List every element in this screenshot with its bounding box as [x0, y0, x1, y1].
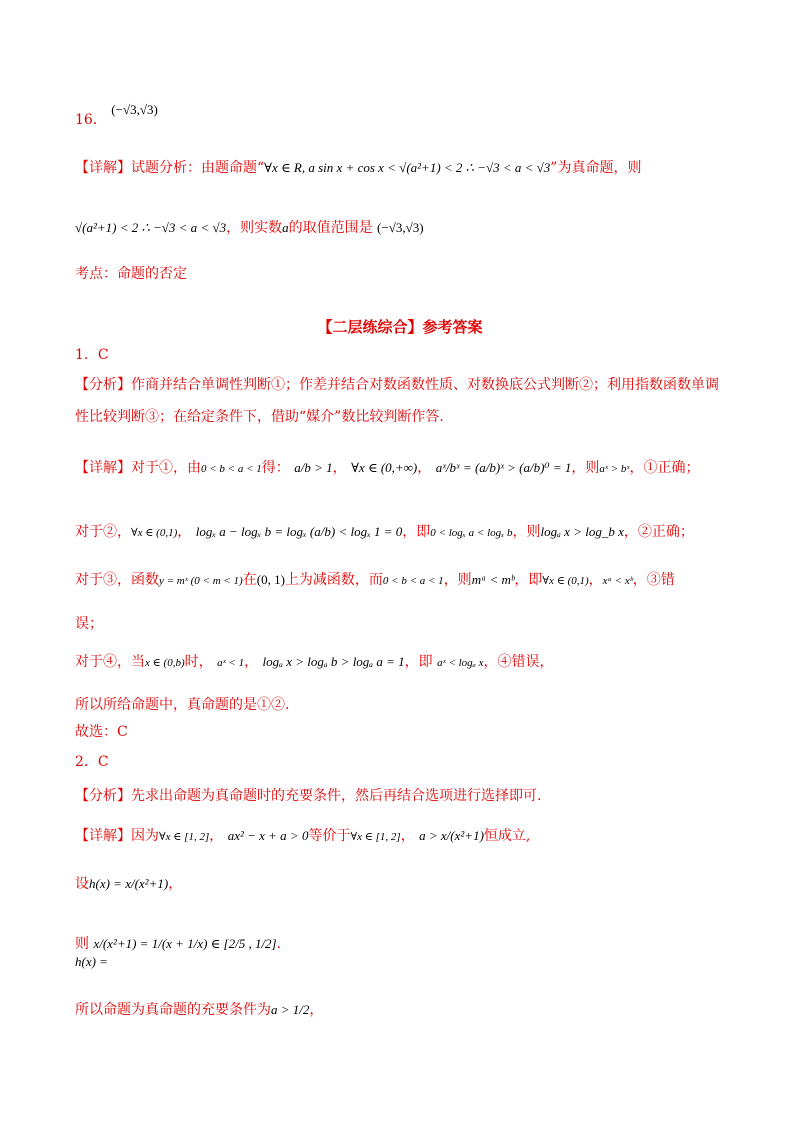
question-number: 16． [75, 112, 107, 128]
text: ，③错 [632, 572, 675, 588]
text: 得： [261, 460, 290, 476]
kaodian-line: 考点：命题的否定 [75, 266, 187, 282]
text: 对于③，函数 [75, 572, 159, 588]
formula: h(x) = x/(x²+1) [89, 876, 169, 891]
analysis-text: 先求出命题为真命题时的充要条件，然后再结合选项进行选择即可. [131, 788, 542, 804]
analysis-text: 作商并结合单调性判断①；作差并结合对数函数性质、对数换底公式判断②；利用指数函数单调 [131, 377, 719, 393]
text: ，即 [402, 524, 431, 540]
text: 的取值范围是 [288, 220, 373, 236]
formula: logₐ x > logₐ b > logₐ a = 1 [262, 654, 405, 669]
text: 在 [242, 572, 257, 588]
q1-choice: 故选：C [75, 724, 128, 740]
detail-line-1 [75, 158, 641, 178]
formula: xᵃ < xᵇ [602, 575, 633, 587]
formula: x/(x²+1) = 1/(x + 1/x) ∈ [2/5 , 1/2] [93, 936, 277, 951]
text: 对于②， [75, 524, 131, 540]
formula: 0 < b < a < 1 [201, 463, 262, 475]
q1-conclusion: 所以所给命题中，真命题的是①②. [75, 697, 290, 713]
range-formula: √(a²+1) < 2 ∴ −√3 < a < √3 [75, 220, 227, 235]
q2-analysis [75, 786, 541, 806]
formula: ∀x ∈ (0,+∞) [351, 460, 418, 475]
text: 时， [184, 654, 213, 670]
text: 对于④，当 [75, 654, 145, 670]
formula: 0 < b < a < 1 [382, 575, 444, 587]
text: ，④错误， [483, 654, 554, 670]
formula: aˣ < 1 [217, 657, 245, 669]
text: 恒成立, [483, 828, 531, 844]
text: 设 [75, 876, 89, 892]
formula: y = mˣ (0 < m < 1) [159, 575, 243, 587]
q2-detail-line-1: 【详解】因为∀x ∈ [1, 2]， ax² − x + a > 0等价于∀x ∈ [1, 2]， a > x/(x²+1)恒成立, [75, 828, 531, 844]
analysis-heading: 【分析】 [75, 377, 131, 393]
detail-heading: 【详解】 [75, 460, 131, 476]
q1-detail-line-3: 对于③，函数y = mˣ (0 < m < 1)在(0, 1)上为减函数，而0 < b < a < 1，则mᵃ < mᵇ，即∀x ∈ (0,1)，xᵃ < xᵇ，③错 [75, 572, 675, 588]
formula: aˣ/bˣ = (a/b)ˣ > (a/b)⁰ = 1 [435, 460, 572, 475]
formula: mᵃ < mᵇ [471, 572, 515, 587]
q2-detail-line-3b [75, 952, 108, 972]
variable-a: a [282, 220, 289, 235]
formula: 0 < logₓ a < logₓ b [430, 527, 513, 539]
text: ，则 [571, 460, 600, 476]
detail-text-end: ”为真命题，则 [550, 160, 642, 176]
detail-text: 试题分析：由题命题“ [131, 160, 265, 176]
text: 所以命题为真命题的充要条件为 [75, 1002, 271, 1018]
formula: ∀x ∈ [1, 2] [159, 831, 210, 843]
q1-analysis-line-1 [75, 375, 719, 395]
formula: logₓ a − logₓ b = logₓ (a/b) < logₓ 1 = 0 [195, 524, 403, 539]
text: ，①正确； [629, 460, 700, 476]
text: 对于①，由 [131, 460, 201, 476]
text: 因为 [131, 828, 159, 844]
text: ，则 [443, 572, 472, 588]
detail-heading: 【详解】 [75, 160, 131, 176]
text: 则 [75, 936, 89, 952]
formula: ∀x ∈ [1, 2] [350, 831, 401, 843]
answer-16-line [75, 102, 158, 128]
q1-detail-line-1: 【详解】对于①，由0 < b < a < 1得： a/b > 1， ∀x ∈ (0,+∞)， aˣ/bˣ = (a/b)ˣ > (a/b)⁰ = 1，则aˣ > bˣ，①正确； [75, 460, 700, 476]
text: 上为减函数，而 [284, 572, 383, 588]
formula: a/b > 1 [294, 460, 333, 475]
text: ，则实数 [226, 220, 283, 236]
formula: (0, 1) [256, 572, 285, 587]
text: ，②正确； [623, 524, 694, 540]
formula: h(x) = [75, 954, 108, 969]
q2-answer: 2．C [75, 754, 109, 770]
formula: a > x/(x²+1) [419, 828, 484, 843]
q2-detail-line-3: 则 x/(x²+1) = 1/(x + 1/x) ∈ [2/5 , 1/2]. [75, 936, 282, 952]
detail-formula: ∀x ∈ R, a sin x + cos x < √(a²+1) < 2 ∴ −√3 < a < √3 [264, 160, 551, 175]
formula: aˣ > bˣ [599, 463, 630, 475]
analysis-heading: 【分析】 [75, 788, 131, 804]
q1-answer: 1．C [75, 347, 109, 363]
text: ，即 [514, 572, 543, 588]
answer-value: (−√3,√3) [111, 102, 158, 117]
q1-analysis-line-2: 性比较判断③；在给定条件下，借助“媒介”数比较判断作答. [75, 409, 444, 425]
detail-line-2 [75, 218, 424, 238]
q1-detail-line-2: 对于②，∀x ∈ (0,1)， logₓ a − logₓ b = logₓ (a/b) < logₓ 1 = 0，即0 < logₓ a < logₓ b，则logₐ x > log_b x，②正确； [75, 524, 694, 540]
section-title: 【二层练综合】参考答案 [317, 318, 483, 336]
formula: aˣ < logₐ x [437, 657, 484, 669]
q1-detail-line-3b: 误； [75, 616, 103, 632]
formula: ∀x ∈ (0,1) [542, 575, 589, 587]
q2-detail-line-2: 设h(x) = x/(x²+1)， [75, 876, 183, 892]
q1-detail-line-4: 对于④，当x ∈ (0,b)时， aˣ < 1， logₐ x > logₐ b > logₐ a = 1，即 aˣ < logₐ x，④错误， [75, 654, 554, 670]
formula: logₐ x > log_b x [540, 524, 624, 539]
detail-heading: 【详解】 [75, 828, 131, 844]
text: ，即 [404, 654, 433, 670]
formula: x ∈ (0,b) [145, 657, 185, 669]
formula: a > 1/2 [271, 1002, 310, 1017]
formula: ax² − x + a > 0 [227, 828, 309, 843]
q2-conclusion: 所以命题为真命题的充要条件为a > 1/2， [75, 1002, 324, 1018]
text: 等价于 [308, 828, 351, 844]
formula: ∀x ∈ (0,1) [131, 527, 178, 539]
text: ，则 [512, 524, 541, 540]
range-answer: (−√3,√3) [377, 220, 424, 235]
